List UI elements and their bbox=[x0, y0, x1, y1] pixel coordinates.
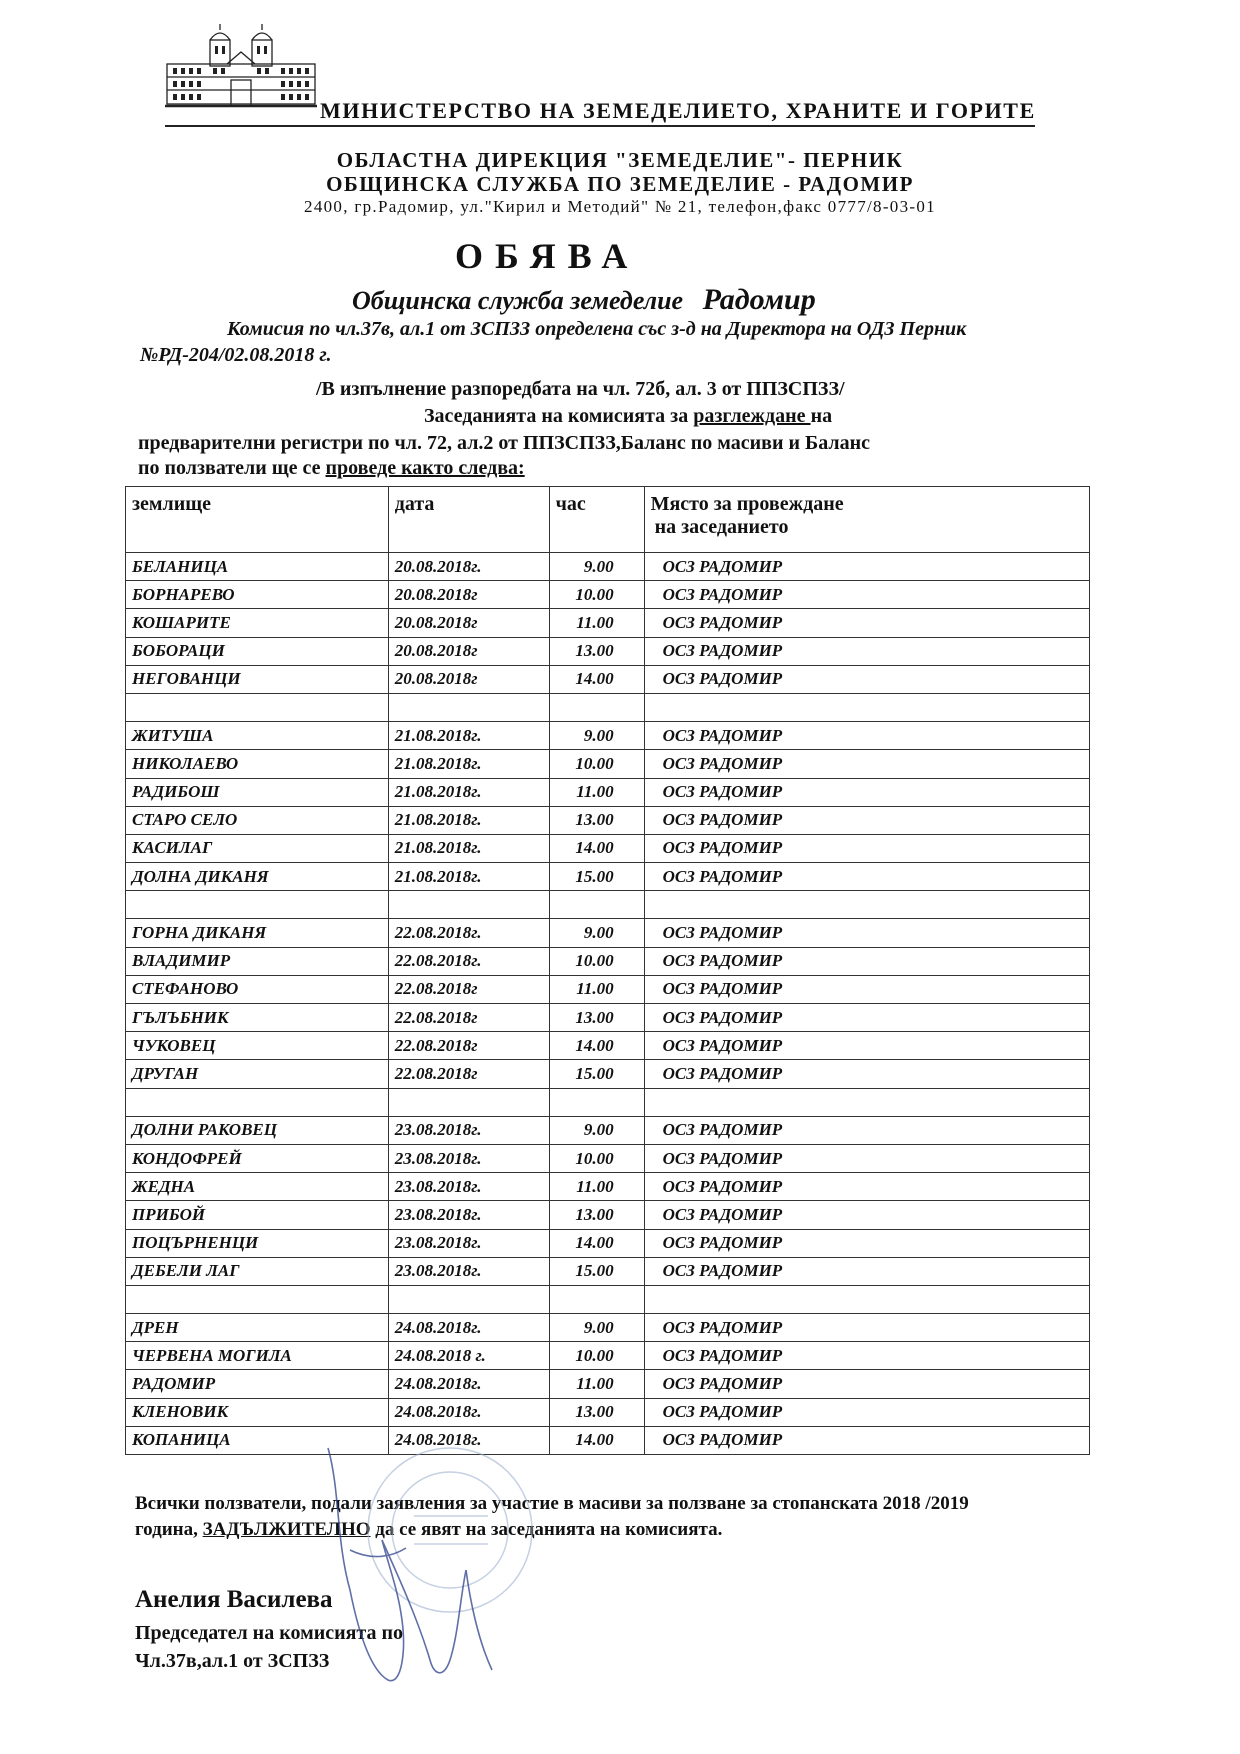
cell-land: ЖЕДНА bbox=[126, 1173, 389, 1201]
service-line bbox=[352, 283, 816, 317]
cell-place: ОСЗ РАДОМИР bbox=[644, 581, 1089, 609]
meeting-text-3-underlined: проведе както следва: bbox=[325, 457, 525, 479]
cell-date bbox=[388, 693, 549, 721]
cell-date: 24.08.2018г. bbox=[388, 1426, 549, 1454]
meeting-text-1-underlined: разглеждане bbox=[693, 405, 811, 427]
cell-place: ОСЗ РАДОМИР bbox=[644, 1060, 1089, 1088]
footer-note-line-1: Всички ползватели, подали заявления за участие в масиви за ползване за стопанската 2018 /2019 bbox=[135, 1493, 969, 1514]
cell-date bbox=[388, 891, 549, 919]
cell-time: 9.00 bbox=[549, 722, 644, 750]
commission-line-1: Комисия по чл.37в, ал.1 от ЗСПЗЗ определена със з-д на Директора на ОДЗ Перник bbox=[227, 318, 967, 340]
cell-date: 22.08.2018г. bbox=[388, 919, 549, 947]
cell-land: ЧЕРВЕНА МОГИЛА bbox=[126, 1342, 389, 1370]
table-row bbox=[126, 947, 1090, 975]
cell-land: ДЕБЕЛИ ЛАГ bbox=[126, 1257, 389, 1285]
commission-line-2: №РД-204/02.08.2018 г. bbox=[140, 344, 332, 366]
cell-time: 13.00 bbox=[549, 1398, 644, 1426]
cell-land: НИКОЛАЕВО bbox=[126, 750, 389, 778]
cell-time bbox=[549, 1088, 644, 1116]
cell-time: 10.00 bbox=[549, 581, 644, 609]
cell-date: 20.08.2018г bbox=[388, 637, 549, 665]
table-row bbox=[126, 693, 1090, 721]
cell-date: 21.08.2018г. bbox=[388, 778, 549, 806]
cell-place: ОСЗ РАДОМИР bbox=[644, 1229, 1089, 1257]
cell-time: 11.00 bbox=[549, 609, 644, 637]
cell-land: БЕЛАНИЦА bbox=[126, 553, 389, 581]
cell-time: 9.00 bbox=[549, 553, 644, 581]
ministry-name: МИНИСТЕРСТВО НА ЗЕМЕДЕЛИЕТО, ХРАНИТЕ И ГОРИТЕ bbox=[320, 98, 1036, 123]
table-row bbox=[126, 806, 1090, 834]
signer-role-line-1: Председател на комисията по bbox=[135, 1622, 404, 1644]
table-row bbox=[126, 553, 1090, 581]
cell-time: 9.00 bbox=[549, 1116, 644, 1144]
cell-time: 10.00 bbox=[549, 1144, 644, 1172]
cell-place: ОСЗ РАДОМИР bbox=[644, 778, 1089, 806]
cell-place: ОСЗ РАДОМИР bbox=[644, 665, 1089, 693]
cell-place: ОСЗ РАДОМИР bbox=[644, 1004, 1089, 1032]
table-row bbox=[126, 778, 1090, 806]
cell-place: ОСЗ РАДОМИР bbox=[644, 1257, 1089, 1285]
header-place-line-2: на заседанието bbox=[654, 516, 789, 538]
directorate-name: ОБЛАСТНА ДИРЕКЦИЯ "ЗЕМЕДЕЛИЕ"- ПЕРНИК bbox=[336, 148, 904, 172]
cell-place: ОСЗ РАДОМИР bbox=[644, 1032, 1089, 1060]
cell-place bbox=[644, 1088, 1089, 1116]
cell-date: 22.08.2018г. bbox=[388, 947, 549, 975]
cell-time: 14.00 bbox=[549, 665, 644, 693]
cell-time: 15.00 bbox=[549, 1060, 644, 1088]
table-row bbox=[126, 1004, 1090, 1032]
cell-place: ОСЗ РАДОМИР bbox=[644, 1426, 1089, 1454]
cell-time: 9.00 bbox=[549, 1314, 644, 1342]
table-row bbox=[126, 1144, 1090, 1172]
cell-place bbox=[644, 891, 1089, 919]
cell-date: 24.08.2018г. bbox=[388, 1370, 549, 1398]
cell-time: 11.00 bbox=[549, 1173, 644, 1201]
cell-time bbox=[549, 891, 644, 919]
table-row bbox=[126, 609, 1090, 637]
cell-land: БОБОРАЦИ bbox=[126, 637, 389, 665]
table-row bbox=[126, 834, 1090, 862]
cell-land: КОНДОФРЕЙ bbox=[126, 1144, 389, 1172]
cell-place: ОСЗ РАДОМИР bbox=[644, 806, 1089, 834]
cell-place: ОСЗ РАДОМИР bbox=[644, 1144, 1089, 1172]
table-row bbox=[126, 1060, 1090, 1088]
table-row bbox=[126, 637, 1090, 665]
table-row bbox=[126, 1370, 1090, 1398]
office-address: 2400, гр.Радомир, ул."Кирил и Методий" № 21, телефон,факс 0777/8-03-01 bbox=[304, 197, 936, 216]
footer-note-2b: да се явят на заседанията на комисията. bbox=[370, 1519, 723, 1540]
service-office-name: ОБЩИНСКА СЛУЖБА ПО ЗЕМЕДЕЛИЕ - РАДОМИР bbox=[326, 172, 914, 196]
cell-place: ОСЗ РАДОМИР bbox=[644, 637, 1089, 665]
cell-time: 11.00 bbox=[549, 975, 644, 1003]
table-row bbox=[126, 581, 1090, 609]
cell-time: 10.00 bbox=[549, 1342, 644, 1370]
cell-place: ОСЗ РАДОМИР bbox=[644, 863, 1089, 891]
cell-land bbox=[126, 693, 389, 721]
cell-land bbox=[126, 1088, 389, 1116]
cell-place: ОСЗ РАДОМИР bbox=[644, 1370, 1089, 1398]
table-row bbox=[126, 1116, 1090, 1144]
header-divider bbox=[165, 125, 1035, 127]
cell-time: 10.00 bbox=[549, 947, 644, 975]
cell-time: 13.00 bbox=[549, 1201, 644, 1229]
cell-date: 20.08.2018г bbox=[388, 609, 549, 637]
header-date: дата bbox=[388, 487, 549, 553]
cell-date: 23.08.2018г. bbox=[388, 1173, 549, 1201]
cell-time: 14.00 bbox=[549, 1426, 644, 1454]
cell-date: 20.08.2018г bbox=[388, 581, 549, 609]
table-row bbox=[126, 1201, 1090, 1229]
cell-date: 24.08.2018 г. bbox=[388, 1342, 549, 1370]
cell-land: ДОЛНА ДИКАНЯ bbox=[126, 863, 389, 891]
cell-land: ЖИТУША bbox=[126, 722, 389, 750]
meeting-text-line-2: предварителни регистри по чл. 72, ал.2 от ППЗСПЗЗ,Баланс по масиви и Баланс bbox=[138, 432, 871, 454]
cell-time: 11.00 bbox=[549, 1370, 644, 1398]
cell-place: ОСЗ РАДОМИР bbox=[644, 1116, 1089, 1144]
notice-title: ОБЯВА bbox=[455, 236, 640, 276]
cell-date: 24.08.2018г. bbox=[388, 1314, 549, 1342]
cell-place: ОСЗ РАДОМИР bbox=[644, 834, 1089, 862]
cell-date: 22.08.2018г bbox=[388, 1060, 549, 1088]
ministry-building-logo bbox=[165, 22, 317, 114]
table-row bbox=[126, 919, 1090, 947]
schedule-table-body bbox=[126, 553, 1090, 1455]
header-place-line-1: Място за провеждане bbox=[650, 493, 844, 515]
cell-time: 14.00 bbox=[549, 834, 644, 862]
cell-date: 22.08.2018г bbox=[388, 1032, 549, 1060]
cell-time: 14.00 bbox=[549, 1229, 644, 1257]
cell-place: ОСЗ РАДОМИР bbox=[644, 1173, 1089, 1201]
meeting-text-1a: Заседанията на комисията за bbox=[424, 405, 694, 427]
cell-place: ОСЗ РАДОМИР bbox=[644, 722, 1089, 750]
cell-place: ОСЗ РАДОМИР bbox=[644, 750, 1089, 778]
table-row bbox=[126, 750, 1090, 778]
cell-land: ПРИБОЙ bbox=[126, 1201, 389, 1229]
table-row bbox=[126, 1398, 1090, 1426]
table-header-row bbox=[126, 487, 1090, 553]
cell-date: 21.08.2018г. bbox=[388, 863, 549, 891]
cell-date: 22.08.2018г bbox=[388, 975, 549, 1003]
cell-date: 23.08.2018г. bbox=[388, 1229, 549, 1257]
signer-role-line-2: Чл.37в,ал.1 от ЗСПЗЗ bbox=[135, 1650, 330, 1672]
cell-land: ПОЦЪРНЕНЦИ bbox=[126, 1229, 389, 1257]
table-row bbox=[126, 1229, 1090, 1257]
service-prefix: Общинска служба земеделие bbox=[352, 286, 684, 315]
cell-date: 24.08.2018г. bbox=[388, 1398, 549, 1426]
cell-time: 15.00 bbox=[549, 863, 644, 891]
cell-time: 14.00 bbox=[549, 1032, 644, 1060]
cell-date: 22.08.2018г bbox=[388, 1004, 549, 1032]
cell-date: 21.08.2018г. bbox=[388, 750, 549, 778]
cell-time: 9.00 bbox=[549, 919, 644, 947]
cell-land: ГОРНА ДИКАНЯ bbox=[126, 919, 389, 947]
meeting-text-1b: на bbox=[810, 405, 833, 427]
table-row bbox=[126, 1088, 1090, 1116]
cell-land bbox=[126, 1285, 389, 1313]
table-row bbox=[126, 1173, 1090, 1201]
cell-place: ОСЗ РАДОМИР bbox=[644, 1314, 1089, 1342]
cell-date: 23.08.2018г. bbox=[388, 1201, 549, 1229]
cell-date: 23.08.2018г. bbox=[388, 1116, 549, 1144]
cell-date bbox=[388, 1285, 549, 1313]
stamp-and-signature bbox=[310, 1430, 580, 1700]
meeting-text-line-3 bbox=[138, 457, 525, 480]
cell-land: КОШАРИТЕ bbox=[126, 609, 389, 637]
cell-place: ОСЗ РАДОМИР bbox=[644, 1398, 1089, 1426]
cell-date: 20.08.2018г bbox=[388, 665, 549, 693]
schedule-table bbox=[125, 486, 1090, 1455]
table-row bbox=[126, 863, 1090, 891]
cell-land: ДРЕН bbox=[126, 1314, 389, 1342]
signer-name: Анелия Василева bbox=[135, 1586, 333, 1613]
header-time: час bbox=[549, 487, 644, 553]
cell-land: СТЕФАНОВО bbox=[126, 975, 389, 1003]
cell-place: ОСЗ РАДОМИР bbox=[644, 609, 1089, 637]
cell-date: 20.08.2018г. bbox=[388, 553, 549, 581]
cell-land: ВЛАДИМИР bbox=[126, 947, 389, 975]
cell-land: ЧУКОВЕЦ bbox=[126, 1032, 389, 1060]
cell-time: 13.00 bbox=[549, 1004, 644, 1032]
cell-land: РАДОМИР bbox=[126, 1370, 389, 1398]
cell-time bbox=[549, 693, 644, 721]
cell-place bbox=[644, 1285, 1089, 1313]
cell-land: ГЪЛЪБНИК bbox=[126, 1004, 389, 1032]
table-row bbox=[126, 722, 1090, 750]
execution-reference: /В изпълнение разпоредбата на чл. 72б, ал. 3 от ППЗСПЗЗ/ bbox=[316, 378, 845, 400]
cell-land: РАДИБОШ bbox=[126, 778, 389, 806]
table-row bbox=[126, 1426, 1090, 1454]
cell-time: 13.00 bbox=[549, 806, 644, 834]
cell-date: 23.08.2018г. bbox=[388, 1257, 549, 1285]
cell-place bbox=[644, 693, 1089, 721]
header-place bbox=[644, 487, 1089, 553]
cell-date: 21.08.2018г. bbox=[388, 806, 549, 834]
cell-date: 21.08.2018г. bbox=[388, 834, 549, 862]
cell-land: НЕГОВАНЦИ bbox=[126, 665, 389, 693]
cell-land: КЛЕНОВИК bbox=[126, 1398, 389, 1426]
header-land: землище bbox=[126, 487, 389, 553]
cell-place: ОСЗ РАДОМИР bbox=[644, 947, 1089, 975]
service-town: Радомир bbox=[702, 283, 816, 316]
cell-time: 13.00 bbox=[549, 637, 644, 665]
cell-land bbox=[126, 891, 389, 919]
table-row bbox=[126, 1032, 1090, 1060]
table-row bbox=[126, 891, 1090, 919]
cell-place: ОСЗ РАДОМИР bbox=[644, 1201, 1089, 1229]
cell-time: 10.00 bbox=[549, 750, 644, 778]
cell-land: КАСИЛАГ bbox=[126, 834, 389, 862]
table-row bbox=[126, 665, 1090, 693]
footer-note-mandatory: ЗАДЪЛЖИТЕЛНО bbox=[202, 1519, 371, 1540]
cell-place: ОСЗ РАДОМИР bbox=[644, 919, 1089, 947]
footer-note-2a: година, bbox=[135, 1519, 203, 1540]
cell-place: ОСЗ РАДОМИР bbox=[644, 975, 1089, 1003]
meeting-text-3a: по ползватели ще се bbox=[138, 457, 326, 479]
cell-land: ДОЛНИ РАКОВЕЦ bbox=[126, 1116, 389, 1144]
cell-place: ОСЗ РАДОМИР bbox=[644, 553, 1089, 581]
table-row bbox=[126, 975, 1090, 1003]
cell-time: 15.00 bbox=[549, 1257, 644, 1285]
cell-land: ДРУГАН bbox=[126, 1060, 389, 1088]
table-row bbox=[126, 1314, 1090, 1342]
cell-land: БОРНАРЕВО bbox=[126, 581, 389, 609]
cell-place: ОСЗ РАДОМИР bbox=[644, 1342, 1089, 1370]
table-row bbox=[126, 1257, 1090, 1285]
cell-time: 11.00 bbox=[549, 778, 644, 806]
cell-land: СТАРО СЕЛО bbox=[126, 806, 389, 834]
cell-land: КОПАНИЦА bbox=[126, 1426, 389, 1454]
meeting-text-line-1 bbox=[424, 405, 832, 428]
table-row bbox=[126, 1342, 1090, 1370]
cell-date: 23.08.2018г. bbox=[388, 1144, 549, 1172]
cell-date: 21.08.2018г. bbox=[388, 722, 549, 750]
cell-date bbox=[388, 1088, 549, 1116]
cell-time bbox=[549, 1285, 644, 1313]
table-row bbox=[126, 1285, 1090, 1313]
